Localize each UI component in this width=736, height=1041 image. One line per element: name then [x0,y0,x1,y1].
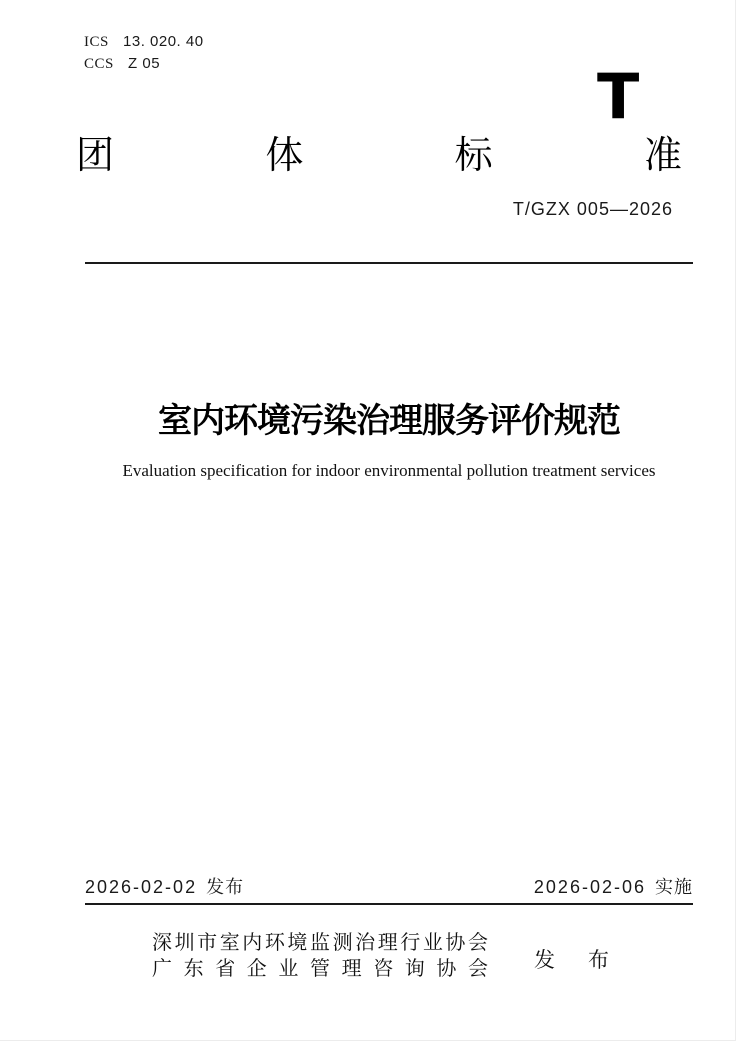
publisher-organization-1: 深圳市室内环境监测治理行业协会 [152,932,488,954]
title-block [85,399,693,482]
document-title-english: Evaluation specification for indoor environmental pollution treatment services [122,461,656,480]
release-label: 发 布 [534,948,615,972]
implement-date-group [534,875,693,899]
implement-date-label: 实施 [655,877,693,897]
footer-divider-line [85,903,693,905]
dates-row [85,875,693,899]
ics-value: 13. 020. 40 [123,33,204,50]
issue-date-group [85,875,244,899]
ccs-label: CCS [84,56,114,72]
ccs-code-line [84,53,204,75]
standard-number: T/GZX 005—2026 [512,199,673,219]
ccs-value: Z 05 [128,55,161,72]
ics-code-line [84,31,204,53]
publisher-organizations [152,930,488,982]
standard-type-heading: 团体标准 [76,135,682,177]
issue-date: 2026-02-02 [85,877,198,897]
document-title-chinese: 室内环境污染治理服务评价规范 [158,402,620,440]
ics-label: ICS [84,34,109,50]
implement-date: 2026-02-06 [533,877,646,897]
classification-codes [84,31,204,75]
header-divider-line [85,262,693,264]
group-standard-t-logo: T [597,60,640,133]
issue-date-label: 发布 [206,877,245,897]
publisher-organization-2: 广东省企业管理咨询协会 [152,958,488,980]
